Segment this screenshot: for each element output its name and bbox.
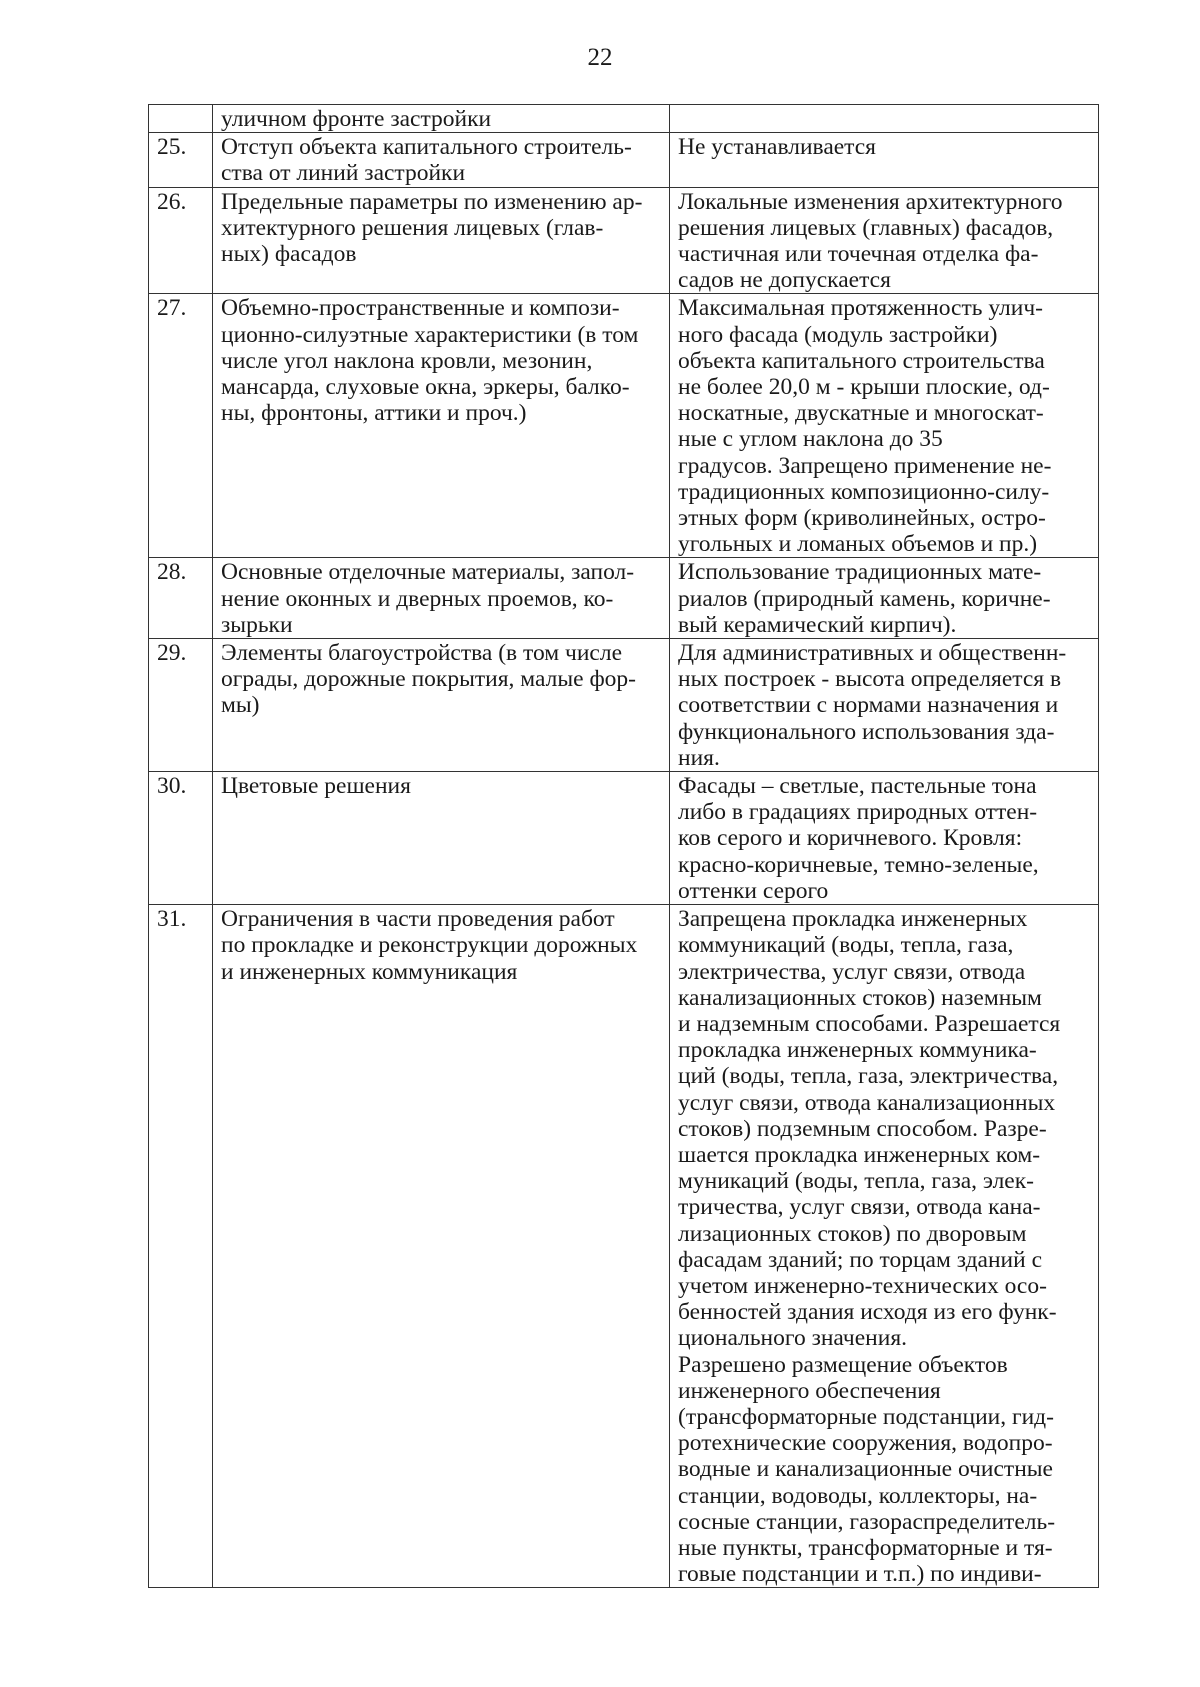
value-text-line: ные с углом наклона до 35 — [678, 426, 943, 453]
parameter-cell — [213, 294, 670, 558]
value-text-line: ций (воды, тепла, газа, электричества, — [678, 1063, 1059, 1090]
row-number — [149, 105, 213, 133]
row-number: 28. — [149, 558, 213, 639]
value-text-line: традиционных композиционно-силу- — [678, 478, 1050, 505]
page-number: 22 — [587, 44, 613, 71]
value-text-line: Использование традиционных мате- — [678, 559, 1042, 586]
parameter-cell — [213, 105, 670, 133]
value-text-line: Локальные изменения архитектурного — [678, 188, 1063, 215]
value-text-line: лизационных стоков) по дворовым — [678, 1220, 1027, 1247]
parameter-text-line: уличном фронте застройки — [221, 106, 492, 132]
parameter-text-line: Отступ объекта капитального строитель- — [221, 134, 632, 161]
value-cell — [670, 639, 1099, 772]
value-text-line: (трансформаторные подстанции, гид- — [678, 1403, 1054, 1430]
value-text-line: прокладка инженерных коммуника- — [678, 1037, 1037, 1064]
table-row — [149, 772, 1099, 905]
value-text-line: стоков) подземным способом. Разре- — [678, 1115, 1047, 1142]
row-number: 30. — [149, 772, 213, 905]
table-row — [149, 105, 1099, 133]
parameter-cell — [213, 639, 670, 772]
parameter-text-line: ционно-силуэтные характеристики (в том — [221, 321, 639, 348]
value-cell — [670, 105, 1099, 133]
table-row — [149, 187, 1099, 294]
value-text-line: Для административных и общественн- — [678, 640, 1067, 667]
table-row — [149, 558, 1099, 639]
value-text-line: шается прокладка инженерных ком- — [678, 1141, 1041, 1168]
table-row — [149, 905, 1099, 1588]
parameter-text-line: мы) — [221, 692, 260, 719]
value-text-line: красно-коричневые, темно-зеленые, — [678, 851, 1039, 878]
parameter-text-line: хитектурного решения лицевых (глав- — [221, 214, 604, 241]
value-text-line: водные и канализационные очистные — [678, 1456, 1053, 1483]
parameter-cell — [213, 905, 670, 1588]
value-cell — [670, 905, 1099, 1588]
table-row — [149, 639, 1099, 772]
regulations-table — [148, 104, 1099, 1588]
value-text-line: носкатные, двускатные и многоскат- — [678, 400, 1044, 427]
value-text-line: электричества, услуг связи, отвода — [678, 958, 1026, 985]
parameter-text-line: Предельные параметры по изменению ар- — [221, 188, 643, 215]
parameter-text-line: мансарда, слуховые окна, эркеры, балко- — [221, 374, 630, 401]
value-text-line: функционального использования зда- — [678, 718, 1055, 745]
value-text-line: частичная или точечная отделка фа- — [678, 241, 1039, 268]
value-text-line: риалов (природный камень, коричне- — [678, 585, 1051, 612]
parameter-text-line: Ограничения в части проведения работ — [221, 906, 615, 933]
parameter-text-line: ных) фасадов — [221, 241, 357, 268]
value-cell — [670, 294, 1099, 558]
value-text-line: муникаций (воды, тепла, газа, элек- — [678, 1168, 1034, 1195]
value-text-line — [678, 106, 1092, 132]
value-text-line: Разрешено размещение объектов — [678, 1351, 1008, 1378]
value-cell — [670, 558, 1099, 639]
value-text-line: услуг связи, отвода канализационных — [678, 1089, 1056, 1116]
table-body — [149, 105, 1099, 1588]
value-text-line: станции, водоводы, коллекторы, на- — [678, 1482, 1038, 1509]
parameter-text-line: зырьки — [221, 611, 293, 638]
row-number: 26. — [149, 187, 213, 294]
value-text-line: садов не допускается — [678, 267, 891, 294]
value-text-line: градусов. Запрещено применение не- — [678, 452, 1052, 479]
parameter-text-line: Элементы благоустройства (в том числе — [221, 640, 623, 667]
value-text-line: ционального значения. — [678, 1325, 907, 1352]
value-text-line: инженерного обеспечения — [678, 1377, 941, 1404]
value-text-line: коммуникаций (воды, тепла, газа, — [678, 932, 1014, 959]
value-text-line: Запрещена прокладка инженерных — [678, 906, 1028, 933]
value-text-line: ния. — [678, 744, 720, 771]
parameter-cell — [213, 772, 670, 905]
parameter-text-line: Объемно-пространственные и компози- — [221, 295, 620, 322]
table-row — [149, 294, 1099, 558]
value-text-line: фасадам зданий; по торцам зданий с — [678, 1246, 1043, 1273]
value-text-line: оттенки серого — [678, 877, 829, 904]
value-text-line: ные пункты, трансформаторные и тя- — [678, 1534, 1053, 1561]
value-text-line: не более 20,0 м - крыши плоские, од- — [678, 374, 1050, 401]
value-cell — [670, 772, 1099, 905]
value-text-line: решения лицевых (главных) фасадов, — [678, 214, 1054, 241]
value-text-line: соответствии с нормами назначения и — [678, 692, 1059, 719]
row-number: 29. — [149, 639, 213, 772]
value-text-line: и надземным способами. Разрешается — [678, 1010, 1061, 1037]
value-text-line: учетом инженерно-технических осо- — [678, 1272, 1047, 1299]
row-number: 25. — [149, 133, 213, 187]
parameter-text-line: Цветовые решения — [221, 773, 411, 800]
parameter-cell — [213, 558, 670, 639]
value-text-line: вый керамический кирпич). — [678, 611, 957, 638]
value-text-line: либо в градациях природных оттен- — [678, 799, 1038, 826]
parameter-text-line: Основные отделочные материалы, запол- — [221, 559, 635, 586]
value-text-line: угольных и ломаных объемов и пр.) — [678, 531, 1038, 558]
parameter-text-line: числе угол наклона кровли, мезонин, — [221, 347, 593, 374]
parameter-text-line: и инженерных коммуникация — [221, 958, 518, 985]
value-text-line: ного фасада (модуль застройки) — [678, 321, 998, 348]
row-number: 27. — [149, 294, 213, 558]
value-text-line: Максимальная протяженность улич- — [678, 295, 1043, 322]
value-text-line: говые подстанции и т.п.) по индиви- — [678, 1561, 1042, 1588]
row-number: 31. — [149, 905, 213, 1588]
value-text-line: Не устанавливается — [678, 134, 876, 161]
value-text-line: Фасады – светлые, пастельные тона — [678, 773, 1037, 800]
value-text-line: тричества, услуг связи, отвода кана- — [678, 1194, 1041, 1221]
value-text-line: канализационных стоков) наземным — [678, 984, 1042, 1011]
parameter-text-line: ограды, дорожные покрытия, малые фор- — [221, 666, 637, 693]
value-cell — [670, 133, 1099, 187]
value-cell — [670, 187, 1099, 294]
value-text-line: ных построек - высота определяется в — [678, 666, 1062, 693]
value-text-line: объекта капитального строительства — [678, 347, 1045, 374]
value-text-line: бенностей здания исходя из его функ- — [678, 1299, 1057, 1326]
value-text-line: сосные станции, газораспределитель- — [678, 1508, 1056, 1535]
parameter-cell — [213, 133, 670, 187]
value-text-line: этных форм (криволинейных, остро- — [678, 505, 1046, 532]
table-row — [149, 133, 1099, 187]
value-text-line: ков серого и коричневого. Кровля: — [678, 825, 1023, 852]
parameter-cell — [213, 187, 670, 294]
parameter-text-line: ны, фронтоны, аттики и проч.) — [221, 400, 527, 427]
value-text-line: ротехнические сооружения, водопро- — [678, 1430, 1053, 1457]
parameter-text-line: нение оконных и дверных проемов, ко- — [221, 585, 614, 612]
parameter-text-line: ства от линий застройки — [221, 160, 466, 187]
parameter-text-line: по прокладке и реконструкции дорожных — [221, 932, 638, 959]
